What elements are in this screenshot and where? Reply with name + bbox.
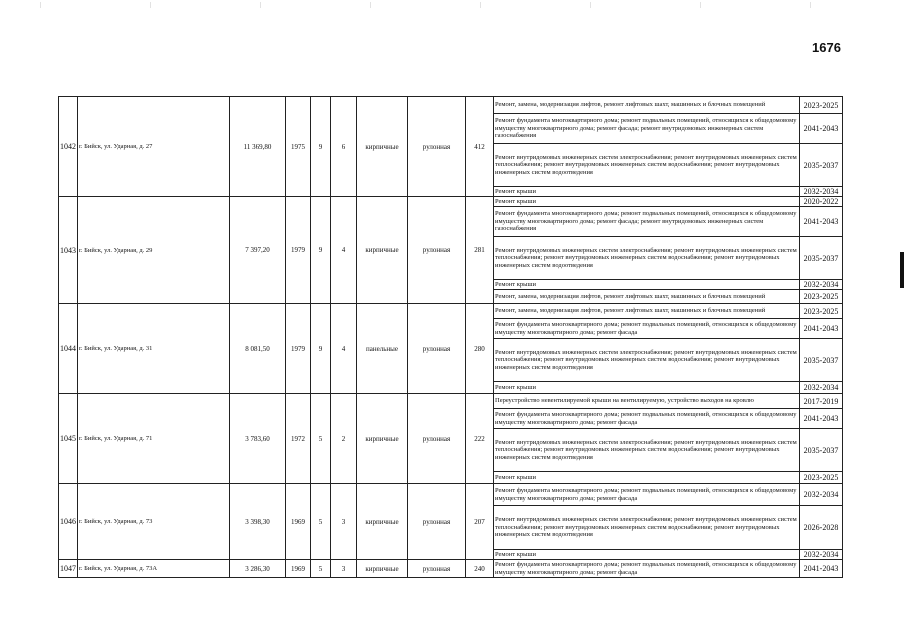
row-number: 1044 bbox=[59, 304, 78, 394]
residents-cell: 281 bbox=[466, 197, 494, 304]
work-type-cell: Ремонт крыши bbox=[494, 197, 800, 207]
period-cell: 2026-2028 bbox=[800, 506, 843, 550]
period-cell: 2023-2025 bbox=[800, 97, 843, 114]
floors-cell: 9 bbox=[311, 197, 331, 304]
work-type-cell: Ремонт фундамента многоквартирного дома; ремонт подвальных помещений, относящихся к общедомовому имуществу многоквартирного дома; ремонт фасада; ремонт внутридомовых инженерных систем газоснабжения bbox=[494, 207, 800, 237]
year-cell: 1979 bbox=[286, 304, 311, 394]
period-cell: 2035-2037 bbox=[800, 339, 843, 382]
row-number: 1042 bbox=[59, 97, 78, 197]
period-cell: 2035-2037 bbox=[800, 144, 843, 187]
roof-type-cell: рулонная bbox=[408, 394, 466, 484]
period-cell: 2020-2022 bbox=[800, 197, 843, 207]
address-cell: г. Бийск, ул. Ударная, д. 29 bbox=[78, 197, 230, 304]
work-type-cell: Ремонт фундамента многоквартирного дома; ремонт подвальных помещений, относящихся к общедомовому имуществу многоквартирного дома; ремонт фасада bbox=[494, 484, 800, 506]
work-type-cell: Переустройство невентилируемой крыши на вентилируемую, устройство выходов на кровлю bbox=[494, 394, 800, 409]
entrances-cell: 3 bbox=[331, 560, 357, 578]
period-cell: 2023-2025 bbox=[800, 472, 843, 484]
wall-material-cell: кирпичные bbox=[357, 197, 408, 304]
address-cell: г. Бийск, ул. Ударная, д. 27 bbox=[78, 97, 230, 197]
row-number: 1045 bbox=[59, 394, 78, 484]
address-cell: г. Бийск, ул. Ударная, д. 73 bbox=[78, 484, 230, 560]
residents-cell: 412 bbox=[466, 97, 494, 197]
work-type-cell: Ремонт внутридомовых инженерных систем электроснабжения; ремонт внутридомовых инженерных систем теплоснабжения; ремонт внутридомовых инженерных систем водоснабжения; ремонт внутридомовых инженерных систем водоотведения bbox=[494, 144, 800, 187]
residents-cell: 240 bbox=[466, 560, 494, 578]
address-cell: г. Бийск, ул. Ударная, д. 73А bbox=[78, 560, 230, 578]
period-cell: 2041-2043 bbox=[800, 560, 843, 578]
work-type-cell: Ремонт внутридомовых инженерных систем электроснабжения; ремонт внутридомовых инженерных систем теплоснабжения; ремонт внутридомовых инженерных систем водоснабжения; ремонт внутридомовых инженерных систем водоотведения bbox=[494, 429, 800, 472]
table-row bbox=[59, 484, 843, 506]
work-type-cell: Ремонт внутридомовых инженерных систем электроснабжения; ремонт внутридомовых инженерных систем теплоснабжения; ремонт внутридомовых инженерных систем водоснабжения; ремонт внутридомовых инженерных систем водоотведения bbox=[494, 339, 800, 382]
period-cell: 2017-2019 bbox=[800, 394, 843, 409]
area-cell: 8 081,50 bbox=[230, 304, 286, 394]
wall-material-cell: панельные bbox=[357, 304, 408, 394]
work-type-cell: Ремонт фундамента многоквартирного дома; ремонт подвальных помещений, относящихся к общедомовому имуществу многоквартирного дома; ремонт фасада; ремонт внутридомовых инженерных систем газоснабжения bbox=[494, 114, 800, 144]
floors-cell: 9 bbox=[311, 97, 331, 197]
floors-cell: 5 bbox=[311, 394, 331, 484]
wall-material-cell: кирпичные bbox=[357, 560, 408, 578]
area-cell: 3 783,60 bbox=[230, 394, 286, 484]
period-cell: 2032-2034 bbox=[800, 280, 843, 290]
period-cell: 2032-2034 bbox=[800, 484, 843, 506]
work-type-cell: Ремонт фундамента многоквартирного дома; ремонт подвальных помещений, относящихся к общедомовому имуществу многоквартирного дома; ремонт фасада bbox=[494, 319, 800, 339]
period-cell: 2023-2025 bbox=[800, 290, 843, 304]
period-cell: 2041-2043 bbox=[800, 409, 843, 429]
entrances-cell: 2 bbox=[331, 394, 357, 484]
year-cell: 1969 bbox=[286, 560, 311, 578]
year-cell: 1969 bbox=[286, 484, 311, 560]
scan-edge-mark bbox=[900, 252, 904, 288]
entrances-cell: 4 bbox=[331, 197, 357, 304]
area-cell: 11 369,80 bbox=[230, 97, 286, 197]
period-cell: 2035-2037 bbox=[800, 429, 843, 472]
area-cell: 7 397,20 bbox=[230, 197, 286, 304]
roof-type-cell: рулонная bbox=[408, 304, 466, 394]
work-type-cell: Ремонт внутридомовых инженерных систем электроснабжения; ремонт внутридомовых инженерных систем теплоснабжения; ремонт внутридомовых инженерных систем водоснабжения; ремонт внутридомовых инженерных систем водоотведения bbox=[494, 237, 800, 280]
work-type-cell: Ремонт крыши bbox=[494, 472, 800, 484]
period-cell: 2041-2043 bbox=[800, 207, 843, 237]
work-type-cell: Ремонт, замена, модернизация лифтов, ремонт лифтовых шахт, машинных и блочных помещений bbox=[494, 304, 800, 319]
repair-schedule-table bbox=[58, 96, 843, 578]
roof-type-cell: рулонная bbox=[408, 97, 466, 197]
work-type-cell: Ремонт, замена, модернизация лифтов, ремонт лифтовых шахт, машинных и блочных помещений bbox=[494, 97, 800, 114]
roof-type-cell: рулонная bbox=[408, 484, 466, 560]
year-cell: 1979 bbox=[286, 197, 311, 304]
period-cell: 2041-2043 bbox=[800, 319, 843, 339]
work-type-cell: Ремонт внутридомовых инженерных систем электроснабжения; ремонт внутридомовых инженерных систем теплоснабжения; ремонт внутридомовых инженерных систем водоснабжения; ремонт внутридомовых инженерных систем водоотведения bbox=[494, 506, 800, 550]
work-type-cell: Ремонт фундамента многоквартирного дома; ремонт подвальных помещений, относящихся к общедомовому имуществу многоквартирного дома; ремонт фасада bbox=[494, 409, 800, 429]
work-type-cell: Ремонт фундамента многоквартирного дома; ремонт подвальных помещений, относящихся к общедомовому имуществу многоквартирного дома; ремонт фасада bbox=[494, 560, 800, 578]
wall-material-cell: кирпичные bbox=[357, 484, 408, 560]
roof-type-cell: рулонная bbox=[408, 197, 466, 304]
work-type-cell: Ремонт крыши bbox=[494, 280, 800, 290]
wall-material-cell: кирпичные bbox=[357, 97, 408, 197]
area-cell: 3 398,30 bbox=[230, 484, 286, 560]
residents-cell: 280 bbox=[466, 304, 494, 394]
period-cell: 2023-2025 bbox=[800, 304, 843, 319]
work-type-cell: Ремонт, замена, модернизация лифтов, ремонт лифтовых шахт, машинных и блочных помещений bbox=[494, 290, 800, 304]
period-cell: 2032-2034 bbox=[800, 187, 843, 197]
residents-cell: 222 bbox=[466, 394, 494, 484]
address-cell: г. Бийск, ул. Ударная, д. 71 bbox=[78, 394, 230, 484]
area-cell: 3 286,30 bbox=[230, 560, 286, 578]
table-row bbox=[59, 304, 843, 319]
entrances-cell: 3 bbox=[331, 484, 357, 560]
work-type-cell: Ремонт крыши bbox=[494, 382, 800, 394]
table-row bbox=[59, 394, 843, 409]
residents-cell: 207 bbox=[466, 484, 494, 560]
row-number: 1047 bbox=[59, 560, 78, 578]
table-row bbox=[59, 197, 843, 207]
period-cell: 2032-2034 bbox=[800, 550, 843, 560]
address-cell: г. Бийск, ул. Ударная, д. 31 bbox=[78, 304, 230, 394]
period-cell: 2032-2034 bbox=[800, 382, 843, 394]
table-row bbox=[59, 97, 843, 114]
scan-margin-dots bbox=[0, 2, 904, 8]
floors-cell: 5 bbox=[311, 560, 331, 578]
floors-cell: 9 bbox=[311, 304, 331, 394]
table-row bbox=[59, 560, 843, 578]
wall-material-cell: кирпичные bbox=[357, 394, 408, 484]
roof-type-cell: рулонная bbox=[408, 560, 466, 578]
period-cell: 2035-2037 bbox=[800, 237, 843, 280]
year-cell: 1972 bbox=[286, 394, 311, 484]
period-cell: 2041-2043 bbox=[800, 114, 843, 144]
work-type-cell: Ремонт крыши bbox=[494, 187, 800, 197]
work-type-cell: Ремонт крыши bbox=[494, 550, 800, 560]
row-number: 1046 bbox=[59, 484, 78, 560]
entrances-cell: 4 bbox=[331, 304, 357, 394]
year-cell: 1975 bbox=[286, 97, 311, 197]
entrances-cell: 6 bbox=[331, 97, 357, 197]
page-number: 1676 bbox=[812, 40, 841, 55]
row-number: 1043 bbox=[59, 197, 78, 304]
floors-cell: 5 bbox=[311, 484, 331, 560]
